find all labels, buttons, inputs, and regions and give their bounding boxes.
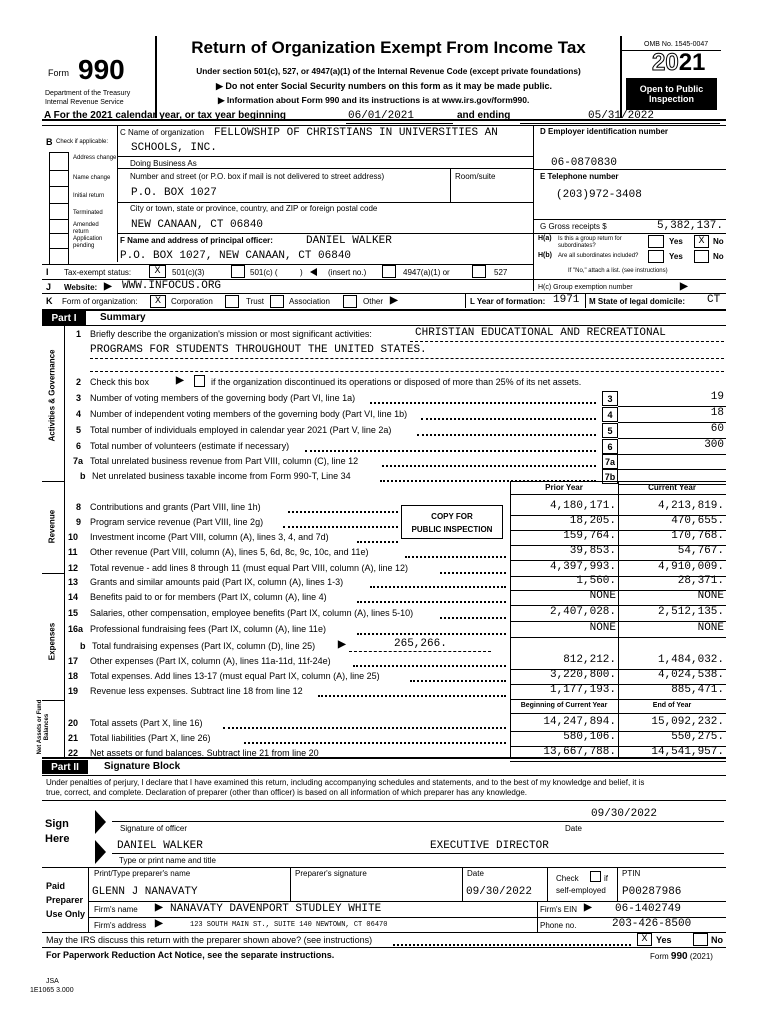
header-divider-right bbox=[620, 36, 622, 118]
amount-row-text: Program service revenue (Part VIII, line 2g) bbox=[90, 517, 264, 527]
current-year-value: NONE bbox=[697, 622, 724, 634]
form-subtitle: Under section 501(c), 527, or 4947(a)(1) of the Internal Revenue Code (except private foundations) bbox=[196, 66, 581, 76]
preparer-name: GLENN J NANAVATY bbox=[92, 886, 198, 898]
side-revenue: Revenue bbox=[47, 509, 57, 544]
current-year-value: 14,541,957. bbox=[651, 746, 724, 758]
arrow-icon: ▶ bbox=[216, 81, 226, 91]
line-i-label: I bbox=[46, 267, 49, 277]
current-year-header: Current Year bbox=[648, 483, 696, 492]
prior-year-value: NONE bbox=[589, 622, 616, 634]
other-checkbox[interactable] bbox=[343, 295, 357, 308]
date-label: Date bbox=[565, 824, 582, 833]
i-527: 527 bbox=[494, 268, 508, 277]
dept-line1: Department of the Treasury bbox=[45, 90, 131, 97]
amount-row-num: 10 bbox=[68, 532, 79, 542]
b-amended-return: Amended return bbox=[73, 222, 99, 235]
dotted-leader bbox=[357, 633, 506, 635]
form-number: 990 bbox=[78, 54, 125, 85]
here-label: Here bbox=[45, 833, 70, 845]
line-a-label: A For the 2021 calendar year, or tax year beginning bbox=[44, 110, 286, 121]
dotted-leader bbox=[421, 418, 596, 420]
corporation-checkbox[interactable]: X bbox=[150, 295, 166, 308]
firm-address-label: Firm's address bbox=[94, 921, 147, 930]
year-formation: 1971 bbox=[553, 294, 580, 306]
i-4947: 4947(a)(1) or bbox=[403, 268, 450, 277]
if-label: if bbox=[604, 874, 608, 883]
i-501c: 501(c) ( bbox=[250, 268, 278, 277]
open-line1: Open to Public bbox=[639, 84, 704, 94]
row-rule bbox=[618, 469, 726, 470]
association-checkbox[interactable] bbox=[270, 295, 284, 308]
city-label: City or town, state or province, country, and ZIP or foreign postal code bbox=[130, 204, 378, 213]
self-employed-label: self-employed bbox=[556, 886, 606, 895]
prior-year-value: 580,106. bbox=[563, 731, 616, 743]
dept-line2: Internal Revenue Service bbox=[45, 99, 124, 106]
amount-row-num: 22 bbox=[68, 748, 79, 758]
amount-row-num: 11 bbox=[68, 547, 78, 557]
prior-year-value: 1,177,193. bbox=[549, 684, 616, 696]
dotted-leader bbox=[370, 402, 597, 404]
ha-label: H(a) bbox=[538, 235, 552, 242]
org-name-line2: SCHOOLS, INC. bbox=[131, 142, 217, 154]
line2-text: if the organization discontinued its operations or disposed of more than 25% of its net assets. bbox=[211, 377, 582, 387]
ag-row-num: 6 bbox=[76, 441, 82, 451]
phone-value: (203)972-3408 bbox=[556, 189, 642, 201]
firm-ein: 06-1402749 bbox=[615, 903, 682, 915]
side-net-assets: Net Assets or Fund Balances bbox=[37, 699, 50, 755]
and-ending: and ending bbox=[457, 110, 511, 121]
current-year-value: 4,213,819. bbox=[657, 500, 724, 512]
discuss-text: May the IRS discuss this return with the preparer shown above? (see instructions) bbox=[46, 935, 373, 945]
dotted-leader bbox=[318, 695, 506, 697]
hb-no-label: No bbox=[713, 252, 724, 261]
preparer-label: Preparer bbox=[46, 895, 84, 905]
b-terminated: Terminated bbox=[73, 210, 103, 216]
side-activities-governance: Activities & Governance bbox=[47, 349, 57, 442]
ag-row-value: 19 bbox=[710, 391, 724, 403]
arrow-icon: ▶ bbox=[155, 918, 163, 929]
amount-row-text: Total revenue - add lines 8 through 11 (must equal Part VIII, column (A), line 12) bbox=[90, 563, 408, 573]
hb-yes-label: Yes bbox=[669, 252, 683, 261]
d-label: D Employer identification number bbox=[540, 127, 669, 136]
ha-text1: Is this a group return for bbox=[558, 236, 622, 242]
current-year-value: 1,484,032. bbox=[657, 654, 724, 666]
k-other: Other bbox=[363, 297, 384, 306]
ha-yes-label: Yes bbox=[669, 237, 683, 246]
ag-row-num: 4 bbox=[76, 409, 82, 419]
dotted-leader bbox=[305, 450, 596, 452]
current-year-value: 885,471. bbox=[671, 684, 724, 696]
officer-print-name: DANIEL WALKER bbox=[117, 840, 203, 852]
ag-row-value: 18 bbox=[710, 407, 724, 419]
discuss-no-label: No bbox=[711, 935, 723, 945]
ag-row-box-label: 4 bbox=[602, 407, 618, 422]
dotted-leader bbox=[357, 601, 506, 603]
c-label: C Name of organization bbox=[120, 128, 205, 137]
line-j-label: J bbox=[46, 282, 52, 292]
row-rule bbox=[510, 761, 726, 762]
copy-line1: COPY FOR bbox=[431, 512, 473, 521]
amount-row-num: 21 bbox=[68, 733, 79, 743]
tax-year-end: 05/31/2022 bbox=[588, 110, 655, 122]
ag-row-text: Total unrelated business revenue from Part VIII, column (C), line 12 bbox=[90, 456, 359, 466]
website-label: Website: bbox=[64, 283, 98, 292]
mission-line2: PROGRAMS FOR STUDENTS THROUGHOUT THE UNITED STATES. bbox=[90, 344, 427, 356]
amount-row-text: Total liabilities (Part X, line 26) bbox=[90, 733, 211, 743]
amount-row-text: Salaries, other compensation, employee benefits (Part IX, column (A), lines 5-10) bbox=[90, 608, 414, 618]
current-year-value: NONE bbox=[697, 590, 724, 602]
amount-row-num: 13 bbox=[68, 577, 79, 587]
website-value[interactable]: WWW.INFOCUS.ORG bbox=[122, 280, 222, 292]
current-year-value: 4,024,538. bbox=[657, 669, 724, 681]
k-corporation: Corporation bbox=[171, 297, 213, 306]
city-value: NEW CANAAN, CT 06840 bbox=[131, 219, 264, 231]
amount-row-num: 15 bbox=[68, 608, 79, 618]
amount-row-text: Investment income (Part VIII, column (A), lines 3, 4, and 7d) bbox=[90, 532, 329, 542]
ha-no-box[interactable]: X bbox=[694, 235, 709, 248]
jsa-label: JSA bbox=[46, 978, 59, 985]
line2-check-text: Check this box bbox=[90, 377, 150, 387]
current-year-value: 54,767. bbox=[677, 545, 724, 557]
prior-year-value: 159,764. bbox=[563, 530, 616, 542]
b-application-pending: Application pending bbox=[73, 236, 103, 249]
form-title: Return of Organization Exempt From Income Tax bbox=[191, 38, 586, 57]
prior-year-value: 4,180,171. bbox=[549, 500, 616, 512]
f-label: F Name and address of principal officer: bbox=[120, 236, 273, 245]
4947-checkbox[interactable] bbox=[382, 265, 396, 278]
hb-text: Are all subordinates included? bbox=[558, 253, 639, 259]
form-word: Form bbox=[48, 68, 69, 78]
paid-label: Paid bbox=[46, 881, 66, 891]
amount-row-text: Contributions and grants (Part VIII, line 1h) bbox=[90, 502, 261, 512]
prior-year-value: 4,397,993. bbox=[549, 561, 616, 573]
ptin-label: PTIN bbox=[622, 869, 641, 878]
copy-public-inspection-stamp bbox=[401, 505, 503, 539]
ptin-value: P00287986 bbox=[622, 886, 682, 898]
current-year-value: 2,512,135. bbox=[657, 606, 724, 618]
527-checkbox[interactable] bbox=[472, 265, 486, 278]
arrow-icon: ▶ bbox=[390, 295, 398, 306]
arrow-icon: ▶ bbox=[680, 281, 688, 292]
amount-row-text: Revenue less expenses. Subtract line 18 from line 12 bbox=[90, 686, 303, 696]
ssn-note: Do not enter Social Security numbers on this form as it may be made public. bbox=[225, 81, 552, 91]
footer-form-word: Form bbox=[650, 952, 669, 961]
amount-row-num: 12 bbox=[68, 563, 79, 573]
amount-row-num: 18 bbox=[68, 671, 79, 681]
room-label: Room/suite bbox=[455, 172, 496, 181]
m-label: M State of legal domicile: bbox=[589, 297, 686, 306]
org-name-line1: FELLOWSHIP OF CHRISTIANS IN UNIVERSITIES AN bbox=[214, 127, 498, 139]
form-of-org-label: Form of organization: bbox=[62, 297, 138, 306]
prior-year-value: 812,212. bbox=[563, 654, 616, 666]
info-note: Information about Form 990 and its instructions is at www.irs.gov/form990. bbox=[226, 95, 530, 105]
arrow-icon: ▶ bbox=[104, 281, 112, 292]
ag-row-text: Total number of volunteers (estimate if necessary) bbox=[90, 441, 290, 451]
amount-row-text: Other revenue (Part VIII, column (A), lines 5, 6d, 8c, 9c, 10c, and 11e) bbox=[90, 547, 369, 557]
type-name-label: Type or print name and title bbox=[119, 856, 216, 865]
b-address-change: Address change bbox=[73, 155, 117, 161]
hb-note: If "No," attach a list. (see instructions) bbox=[568, 268, 668, 274]
check-if-applicable: Check if applicable: bbox=[56, 139, 109, 145]
officer-name: DANIEL WALKER bbox=[306, 235, 392, 247]
amount-row-text: Total assets (Part X, line 16) bbox=[90, 718, 203, 728]
trust-checkbox[interactable] bbox=[225, 295, 239, 308]
ag-row-box-label: 6 bbox=[602, 439, 618, 454]
hb-no-box[interactable] bbox=[694, 250, 709, 263]
ha-yes-box[interactable] bbox=[648, 235, 664, 248]
firm-name: NANAVATY DAVENPORT STUDLEY WHITE bbox=[170, 903, 382, 915]
b-initial-return: Initial return bbox=[73, 193, 105, 199]
year-solid: 21 bbox=[678, 49, 706, 76]
ag-row-box-label: 5 bbox=[602, 423, 618, 438]
dotted-leader bbox=[405, 556, 506, 558]
end-year-header: End of Year bbox=[652, 702, 692, 709]
firm-name-label: Firm's name bbox=[94, 905, 138, 914]
ag-row-num: 5 bbox=[76, 425, 82, 435]
tax-exempt-label: Tax-exempt status: bbox=[64, 268, 132, 277]
dotted-leader bbox=[283, 526, 398, 528]
dotted-leader bbox=[410, 680, 506, 682]
dotted-leader bbox=[244, 742, 506, 744]
line2-num: 2 bbox=[76, 377, 82, 387]
current-year-value: 170,768. bbox=[671, 530, 724, 542]
amount-row-text: Other expenses (Part IX, column (A), lines 11a-11d, 11f-24e) bbox=[90, 656, 331, 666]
line1-text: Briefly describe the organization's mission or most significant activities: bbox=[90, 329, 372, 339]
k-trust: Trust bbox=[246, 297, 264, 306]
part1-title: Summary bbox=[100, 312, 146, 323]
arrow-icon: ▶ bbox=[218, 95, 227, 105]
sign-arrow-icon bbox=[95, 840, 106, 864]
current-year-value: 470,655. bbox=[671, 515, 724, 527]
preparer-signature-label[interactable]: Preparer's signature bbox=[295, 869, 367, 878]
discuss-yes-box[interactable]: X bbox=[637, 933, 652, 946]
dotted-leader bbox=[288, 511, 398, 513]
sign-arrow-icon bbox=[95, 810, 106, 834]
amount-row-text: Total expenses. Add lines 13-17 (must equal Part IX, column (A), line 25) bbox=[90, 671, 380, 681]
line16b-value: 265,266. bbox=[394, 638, 447, 650]
dotted-leader bbox=[353, 665, 506, 667]
l-label: L Year of formation: bbox=[470, 297, 546, 306]
sign-date: 09/30/2022 bbox=[591, 808, 658, 820]
open-line2: Inspection bbox=[648, 94, 694, 104]
preparer-date-label: Date bbox=[467, 869, 484, 878]
signature-officer-label[interactable]: Signature of officer bbox=[120, 824, 188, 833]
ag-row-num: b bbox=[80, 471, 86, 481]
phone-label: Phone no. bbox=[540, 921, 577, 930]
section-b-label: B bbox=[46, 137, 53, 147]
amount-row-text: Net assets or fund balances. Subtract line 21 from line 20 bbox=[90, 748, 319, 758]
ag-row-num: 3 bbox=[76, 393, 82, 403]
amount-row-num: 14 bbox=[68, 592, 79, 602]
line16b-text: Total fundraising expenses (Part IX, column (D), line 25) bbox=[92, 641, 316, 651]
beg-year-header: Beginning of Current Year bbox=[520, 702, 608, 709]
dba-label: Doing Business As bbox=[130, 159, 197, 168]
ag-row-value: 300 bbox=[704, 439, 724, 451]
dotted-leader bbox=[357, 541, 398, 543]
ag-row-text: Number of voting members of the governing body (Part VI, line 1a) bbox=[90, 393, 356, 403]
mission-line1: CHRISTIAN EDUCATIONAL AND RECREATIONAL bbox=[415, 327, 666, 339]
i-501c3: 501(c)(3) bbox=[172, 268, 205, 277]
ein-value: 06-0870830 bbox=[551, 157, 618, 169]
amount-row-num: 16a bbox=[68, 624, 84, 634]
ag-row-value: 60 bbox=[710, 423, 724, 435]
arrow-icon: ▶ bbox=[584, 902, 592, 913]
line16b-num: b bbox=[80, 641, 86, 651]
side-expenses: Expenses bbox=[47, 622, 57, 661]
line2-checkbox[interactable] bbox=[194, 375, 205, 387]
b-name-change: Name change bbox=[73, 175, 111, 181]
preparer-date: 09/30/2022 bbox=[466, 886, 533, 898]
prior-year-value: 2,407,028. bbox=[549, 606, 616, 618]
perjury-line2: true, correct, and complete. Declaration of preparer (other than officer) is based on all information of which preparer has any knowledge. bbox=[46, 788, 527, 797]
pra-notice: For Paperwork Reduction Act Notice, see the separate instructions. bbox=[46, 950, 335, 960]
prior-year-value: 18,205. bbox=[569, 515, 616, 527]
dotted-leader bbox=[370, 586, 506, 588]
ag-row-num: 7a bbox=[73, 456, 84, 466]
dotted-leader bbox=[440, 572, 506, 574]
part1-tag: Part I bbox=[42, 311, 86, 325]
current-year-value: 28,371. bbox=[677, 575, 724, 587]
ag-row-text: Total number of individuals employed in calendar year 2021 (Part V, line 2a) bbox=[90, 425, 392, 435]
current-year-value: 4,910,009. bbox=[657, 561, 724, 573]
left-arrow-icon bbox=[310, 268, 317, 276]
copy-line2: PUBLIC INSPECTION bbox=[411, 525, 493, 534]
jsa-code: 1E1065 3.000 bbox=[30, 987, 74, 994]
ha-no-label: No bbox=[713, 237, 724, 246]
footer-form-number: 990 bbox=[670, 951, 688, 962]
officer-address: P.O. BOX 1027, NEW CANAAN, CT 06840 bbox=[120, 250, 352, 262]
hb-label: H(b) bbox=[538, 252, 552, 259]
prior-year-value: 1,560. bbox=[576, 575, 616, 587]
hc-label: H(c) Group exemption number bbox=[538, 284, 633, 291]
amount-row-num: 17 bbox=[68, 656, 79, 666]
street-label: Number and street (or P.O. box if mail is not delivered to street address) bbox=[130, 172, 385, 181]
part2-tag: Part II bbox=[42, 760, 88, 774]
amount-row-text: Benefits paid to or for members (Part IX, column (A), line 4) bbox=[90, 592, 327, 602]
arrow-icon: ▶ bbox=[176, 375, 184, 386]
perjury-line1: Under penalties of perjury, I declare that I have examined this return, including accompanying schedules and statements, and to the best of my knowledge and belief, it is bbox=[46, 778, 645, 787]
amount-row-num: 19 bbox=[68, 686, 79, 696]
amount-row-num: 9 bbox=[76, 517, 82, 527]
dotted-leader bbox=[440, 617, 506, 619]
hb-yes-box[interactable] bbox=[648, 250, 664, 263]
prior-year-value: 14,247,894. bbox=[543, 716, 616, 728]
line-k-label: K bbox=[46, 296, 53, 306]
dotted-leader bbox=[382, 465, 596, 467]
year-outline: 20 bbox=[652, 49, 679, 76]
amount-row-text: Grants and similar amounts paid (Part IX, column (A), lines 1-3) bbox=[90, 577, 344, 587]
arrow-icon: ▶ bbox=[155, 902, 163, 913]
line1-num: 1 bbox=[76, 329, 82, 339]
prior-year-value: 39,853. bbox=[569, 545, 616, 557]
discuss-no-box[interactable] bbox=[693, 933, 708, 946]
firm-address: 123 SOUTH MAIN ST., SUITE 140 NEWTOWN, CT 06470 bbox=[190, 921, 388, 929]
check-label: Check bbox=[556, 874, 579, 883]
k-association: Association bbox=[289, 297, 330, 306]
amount-row-num: 8 bbox=[76, 502, 82, 512]
self-employed-checkbox[interactable] bbox=[590, 871, 601, 882]
prior-year-header: Prior Year bbox=[545, 483, 583, 492]
state-domicile: CT bbox=[707, 294, 721, 306]
ag-row-box-label: 3 bbox=[602, 391, 618, 406]
omb-number: OMB No. 1545-0047 bbox=[644, 41, 709, 48]
footer-form-year: (2021) bbox=[689, 952, 713, 961]
discuss-yes-label: Yes bbox=[656, 935, 672, 945]
ag-row-text: Net unrelated business taxable income from Form 990-T, Line 34 bbox=[92, 471, 351, 481]
amount-row-text: Professional fundraising fees (Part IX, column (A), line 11e) bbox=[90, 624, 326, 634]
part2-title: Signature Block bbox=[104, 761, 181, 772]
gross-receipts: 5,382,137. bbox=[656, 220, 723, 232]
firm-ein-label: Firm's EIN bbox=[540, 905, 578, 914]
street-value: P.O. BOX 1027 bbox=[131, 187, 217, 199]
tax-year-begin: 06/01/2021 bbox=[348, 110, 415, 122]
501c-checkbox[interactable] bbox=[231, 265, 245, 278]
i-501c-close: ) bbox=[300, 268, 303, 277]
officer-title: EXECUTIVE DIRECTOR bbox=[430, 840, 549, 852]
ha-text2: subordinates? bbox=[558, 243, 596, 249]
dotted-leader bbox=[223, 727, 507, 729]
amount-row-num: 20 bbox=[68, 718, 79, 728]
i-insert-no: (insert no.) bbox=[328, 268, 367, 277]
use-only-label: Use Only bbox=[46, 909, 86, 919]
ag-row-box-label: 7b bbox=[602, 469, 618, 484]
preparer-name-label: Print/Type preparer's name bbox=[94, 869, 191, 878]
ag-row-box-label: 7a bbox=[602, 454, 618, 469]
prior-year-value: 13,667,788. bbox=[543, 746, 616, 758]
g-label: G Gross receipts $ bbox=[540, 222, 607, 231]
row-rule bbox=[618, 454, 726, 455]
sign-label: Sign bbox=[45, 818, 69, 830]
501c3-checkbox[interactable]: X bbox=[149, 265, 166, 278]
firm-phone: 203-426-8500 bbox=[612, 918, 692, 930]
prior-year-value: NONE bbox=[589, 590, 616, 602]
dotted-leader bbox=[417, 434, 596, 436]
arrow-icon: ▶ bbox=[338, 639, 346, 650]
current-year-value: 550,275. bbox=[671, 731, 724, 743]
current-year-value: 15,092,232. bbox=[651, 716, 724, 728]
e-label: E Telephone number bbox=[540, 172, 619, 181]
prior-year-value: 3,220,800. bbox=[549, 669, 616, 681]
ag-row-text: Number of independent voting members of the governing body (Part VI, line 1b) bbox=[90, 409, 408, 419]
open-to-public-badge bbox=[626, 78, 717, 110]
